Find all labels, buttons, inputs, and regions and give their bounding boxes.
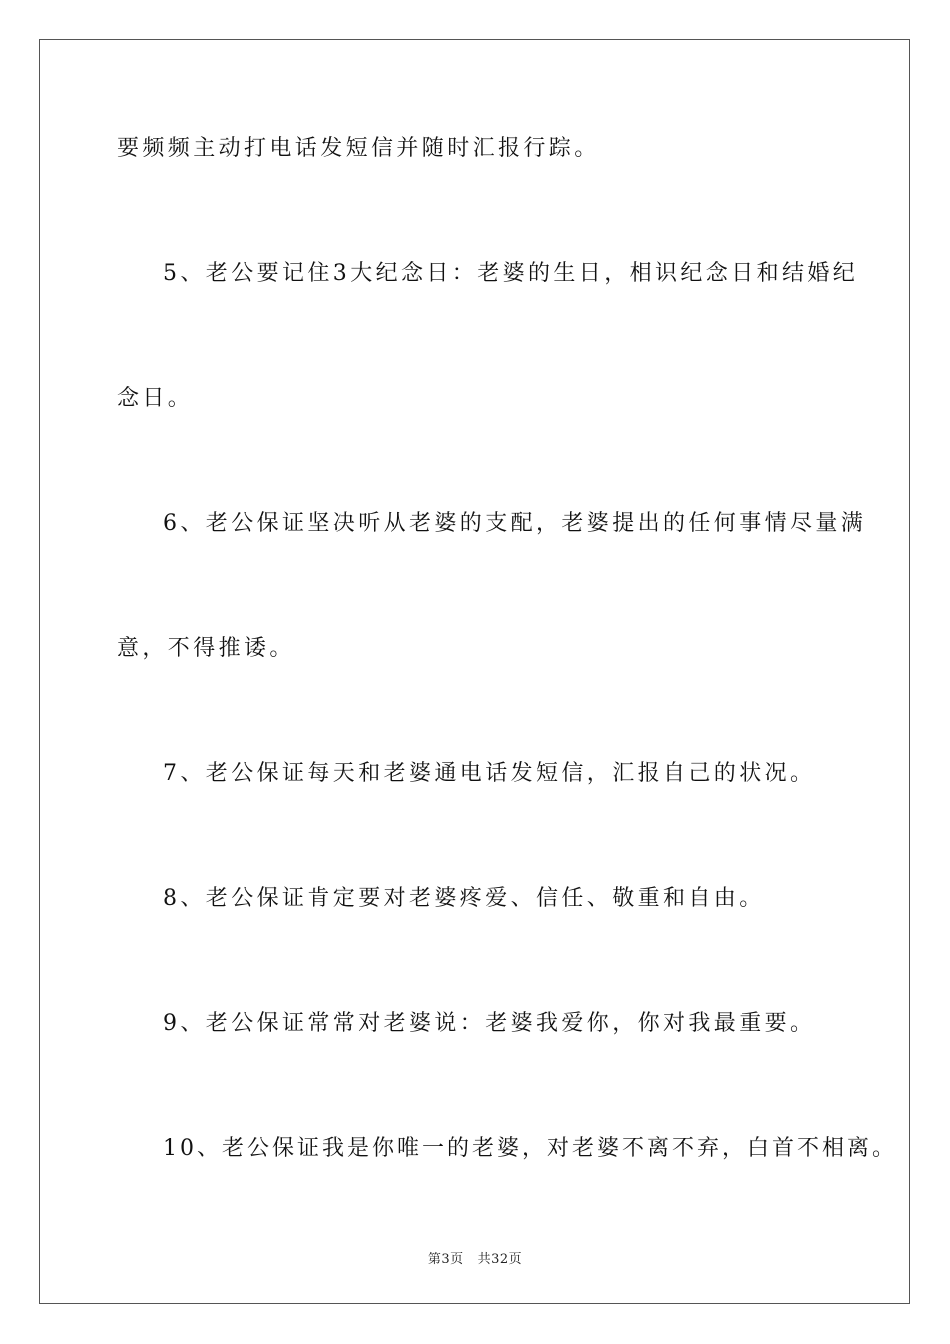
paragraph-line: 要频频主动打电话发短信并随时汇报行踪。 [117,136,600,161]
paragraph-line: 5、老公要记住3大纪念日：老婆的生日，相识纪念日和结婚纪 [163,261,859,286]
page-border [39,39,910,1304]
page-footer [0,1248,950,1267]
paragraph-line: 6、老公保证坚决听从老婆的支配，老婆提出的任何事情尽量满 [163,511,867,536]
paragraph-line: 7、老公保证每天和老婆通电话发短信，汇报自己的状况。 [163,761,816,786]
paragraph-line: 9、老公保证常常对老婆说：老婆我爱你，你对我最重要。 [163,1011,816,1036]
total-pages: 共32页 [477,1252,523,1267]
paragraph-line: 10、老公保证我是你唯一的老婆，对老婆不离不弃，白首不相离。 [163,1136,897,1161]
paragraph-line: 念日。 [117,386,194,411]
page-number: 第3页 [427,1252,464,1267]
paragraph-line: 8、老公保证肯定要对老婆疼爱、信任、敬重和自由。 [163,886,765,911]
paragraph-line: 意，不得推诿。 [117,636,295,661]
